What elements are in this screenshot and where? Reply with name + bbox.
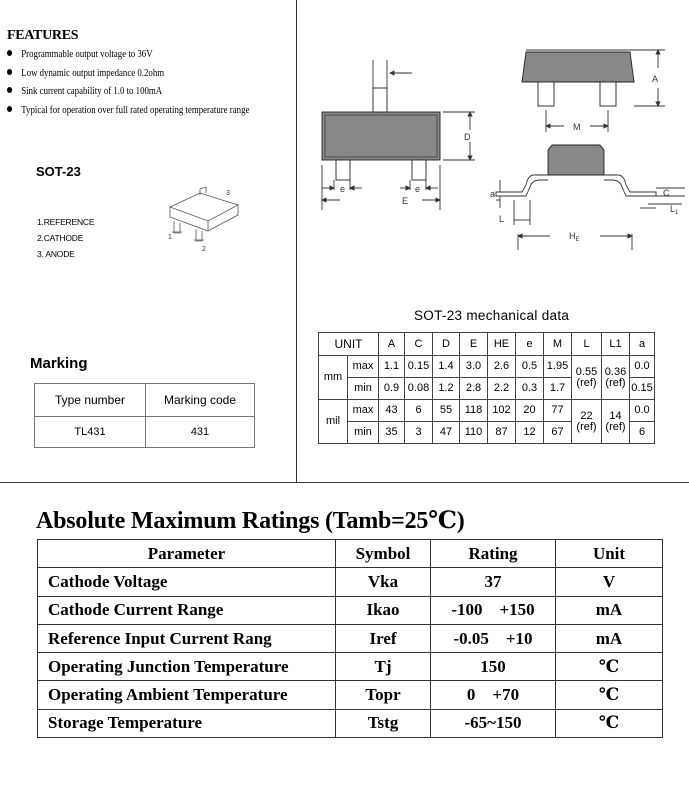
rating-unit: V — [556, 568, 663, 596]
data-cell: 0.0 — [630, 356, 655, 378]
unit-cell: mm — [319, 356, 348, 400]
ratings-title: Absolute Maximum Ratings (Tamb=25℃) — [36, 508, 465, 534]
pin-1-label: 1.REFERENCE — [37, 217, 95, 227]
data-cell: 22 (ref) — [572, 400, 602, 444]
rating-symbol: Ikao — [336, 596, 431, 624]
ratings-row — [38, 709, 663, 737]
rating-symbol: Tj — [336, 653, 431, 681]
dim-e-right-label: e — [415, 184, 421, 194]
rating-parameter: Cathode Voltage — [38, 568, 336, 596]
pin-3-label: 3. ANODE — [37, 249, 75, 259]
ratings-row — [38, 596, 663, 624]
ratings-header-parameter: Parameter — [38, 540, 336, 568]
data-cell: 1.95 — [544, 356, 572, 378]
mechanical-table — [318, 332, 655, 444]
rating-unit: mA — [556, 624, 663, 652]
header-cell: e — [516, 333, 544, 356]
data-cell: 1.4 — [433, 356, 460, 378]
features-title: FEATURES — [7, 28, 79, 43]
rating-symbol: Tstg — [336, 709, 431, 737]
dim-C-label: C — [663, 188, 670, 198]
rating-value: 0 +70 — [431, 681, 556, 709]
data-cell: 77 — [544, 400, 572, 422]
marking-header-code: Marking code — [146, 384, 255, 417]
feature-item: Sink current capability of 1.0 to 100mA — [7, 85, 249, 104]
pin-3-number: 3 — [226, 190, 230, 197]
data-cell: 67 — [544, 422, 572, 444]
header-cell: L1 — [602, 333, 630, 356]
data-cell: 2.8 — [460, 378, 488, 400]
data-cell: 35 — [379, 422, 405, 444]
data-cell: 2.2 — [488, 378, 516, 400]
header-cell: D — [433, 333, 460, 356]
pin-list — [37, 214, 94, 262]
data-cell: max — [348, 400, 379, 422]
data-cell: 12 — [516, 422, 544, 444]
ratings-table — [37, 539, 663, 738]
ratings-row — [38, 624, 663, 652]
data-cell: 0.0 — [630, 400, 655, 422]
dim-e-left-label: e — [340, 184, 346, 194]
ratings-header-unit: Unit — [556, 540, 663, 568]
marking-header-row — [35, 384, 255, 417]
ratings-header-symbol: Symbol — [336, 540, 431, 568]
rating-value: -65~150 — [431, 709, 556, 737]
ratings-row — [38, 653, 663, 681]
rating-unit: ℃ — [556, 709, 663, 737]
marking-header-type: Type number — [35, 384, 146, 417]
bullet-icon — [7, 87, 12, 93]
marking-table — [34, 383, 255, 448]
rating-value: -0.05 +10 — [431, 624, 556, 652]
rating-parameter: Reference Input Current Rang — [38, 624, 336, 652]
rating-value: 37 — [431, 568, 556, 596]
data-cell: 1.2 — [433, 378, 460, 400]
data-cell: 1.1 — [379, 356, 405, 378]
marking-title: Marking — [30, 355, 88, 372]
data-cell: 0.55 (ref) — [572, 356, 602, 400]
features-list — [7, 48, 249, 122]
pin-2-number: 2 — [202, 246, 206, 253]
mechanical-drawing — [300, 40, 689, 250]
data-cell: 0.15 — [630, 378, 655, 400]
data-cell: 3 — [405, 422, 433, 444]
data-cell: 55 — [433, 400, 460, 422]
data-cell: max — [348, 356, 379, 378]
header-cell: a — [630, 333, 655, 356]
mm-max-row — [319, 356, 655, 378]
data-cell: 87 — [488, 422, 516, 444]
header-cell: A — [379, 333, 405, 356]
dim-L-label: L — [499, 214, 505, 224]
data-cell: 118 — [460, 400, 488, 422]
data-cell: 0.36 (ref) — [602, 356, 630, 400]
data-cell: 6 — [405, 400, 433, 422]
unit-cell: mil — [319, 400, 348, 444]
data-cell: 102 — [488, 400, 516, 422]
rating-unit: ℃ — [556, 653, 663, 681]
header-cell: C — [405, 333, 433, 356]
data-cell: min — [348, 422, 379, 444]
bullet-icon — [7, 69, 12, 75]
dim-a-label: a — [490, 189, 496, 199]
rating-parameter: Cathode Current Range — [38, 596, 336, 624]
data-cell: 14 (ref) — [602, 400, 630, 444]
dim-L1-label: $L_1$ — [670, 204, 679, 216]
ratings-header-row — [38, 540, 663, 568]
rating-unit: mA — [556, 596, 663, 624]
ratings-row — [38, 568, 663, 596]
package-title: SOT-23 — [36, 164, 81, 179]
data-cell: 0.15 — [405, 356, 433, 378]
rating-value: 150 — [431, 653, 556, 681]
data-cell: 6 — [630, 422, 655, 444]
rating-symbol: Iref — [336, 624, 431, 652]
rating-parameter: Operating Junction Temperature — [38, 653, 336, 681]
dim-A-label: A — [652, 74, 659, 84]
data-cell: 20 — [516, 400, 544, 422]
horizontal-divider — [0, 482, 689, 483]
ratings-header-rating: Rating — [431, 540, 556, 568]
data-cell: 1.7 — [544, 378, 572, 400]
rating-symbol: Topr — [336, 681, 431, 709]
data-cell: 47 — [433, 422, 460, 444]
feature-item: Typical for operation over full rated operating temperature range — [7, 104, 249, 123]
feature-item: Programmable output voltage to 36V — [7, 48, 249, 67]
data-cell: 0.5 — [516, 356, 544, 378]
rating-parameter: Operating Ambient Temperature — [38, 681, 336, 709]
rating-unit: ℃ — [556, 681, 663, 709]
data-cell: 43 — [379, 400, 405, 422]
feature-item: Low dynamic output impedance 0.2ohm — [7, 67, 249, 86]
mechanical-header-row — [319, 333, 655, 356]
mil-max-row — [319, 400, 655, 422]
header-cell: UNIT — [319, 333, 379, 356]
data-cell: min — [348, 378, 379, 400]
dim-M-label: M — [573, 122, 581, 132]
header-cell: HE — [488, 333, 516, 356]
data-cell: 0.3 — [516, 378, 544, 400]
dim-E-label: E — [402, 196, 409, 206]
data-cell: 2.6 — [488, 356, 516, 378]
bullet-icon — [7, 50, 12, 56]
ratings-row — [38, 681, 663, 709]
pin-1-number: 1 — [168, 234, 172, 241]
marking-type: TL431 — [35, 417, 146, 448]
data-cell: 3.0 — [460, 356, 488, 378]
data-cell: 110 — [460, 422, 488, 444]
rating-symbol: Vka — [336, 568, 431, 596]
mechanical-title: SOT-23 mechanical data — [414, 308, 570, 323]
data-cell: 0.08 — [405, 378, 433, 400]
marking-row — [35, 417, 255, 448]
rating-parameter: Storage Temperature — [38, 709, 336, 737]
data-cell: 0.9 — [379, 378, 405, 400]
dim-HE-label: $H_E$ — [569, 231, 580, 243]
header-cell: E — [460, 333, 488, 356]
marking-code: 431 — [146, 417, 255, 448]
vertical-divider — [296, 0, 297, 482]
pin-2-label: 2.CATHODE — [37, 233, 84, 243]
package-sketch — [160, 185, 250, 255]
dim-D-label: D — [464, 132, 471, 142]
rating-value: -100 +150 — [431, 596, 556, 624]
bullet-icon — [7, 106, 12, 112]
header-cell: L — [572, 333, 602, 356]
header-cell: M — [544, 333, 572, 356]
